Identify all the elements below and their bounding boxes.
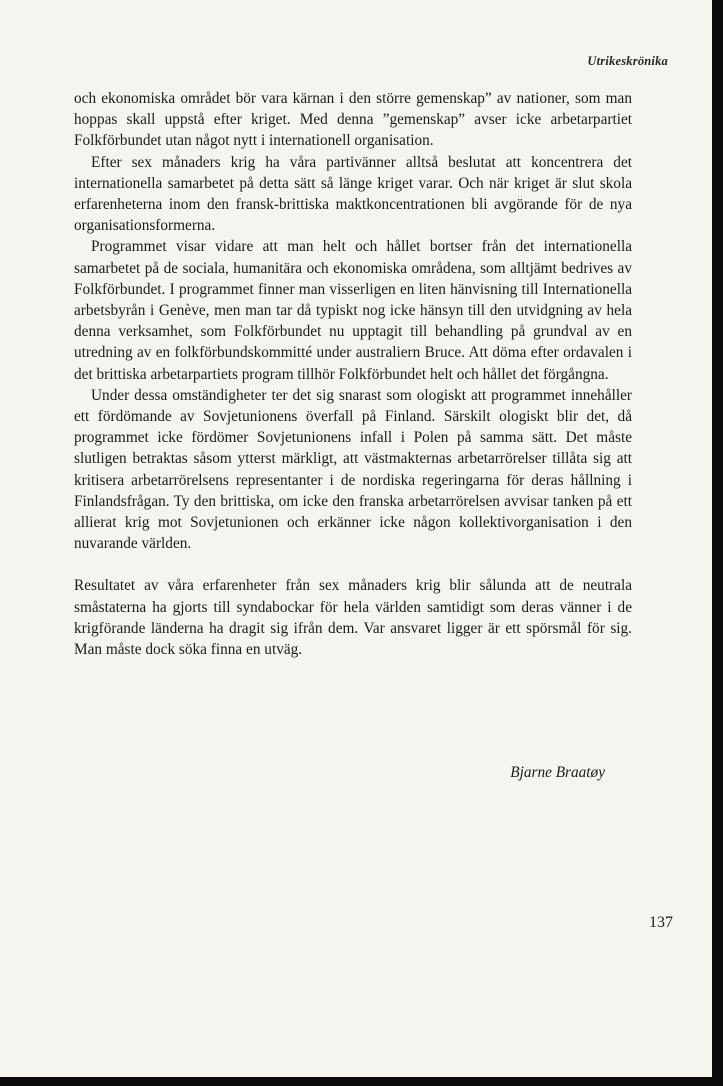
paragraph: Efter sex månaders krig ha våra partivänner alltså beslutat att koncentrera det internationella samarbetet på detta sätt så länge kriget varar. Och när kriget är slut skola erfarenheterna inom den fransk-brittiska maktkoncentrationen bli avgörande för de nya organisationsformerna. <box>74 153 632 235</box>
running-head: Utrikeskrönika <box>587 54 668 68</box>
paragraph: och ekonomiska området bör vara kärnan i den större gemenskap” av nationer, som man hoppas skall uppstå efter kriget. Med denna ”gemenskap” avser icke arbetarpartiet Folkförbundet utan något nytt i internationell organisation. <box>74 90 632 150</box>
scan-border-right <box>712 0 723 1086</box>
paragraph: Programmet visar vidare att man helt och hållet bortser från det internationella samarbetet på de sociala, humanitära och ekonomiska områdena, som alltjämt bedrives av Folkförbundet. I programmet finner man visserligen en liten hänvisning till Internationella arbetsbyrån i Genève, men man tar då typiskt nog icke hänsyn till den utvidgning av hela denna verksamhet, som Folkförbundet nu upptagit till behandling på grundval av en utredning av en folkförbundskommitté under australiern Bruce. Att döma efter ordavalen i det brittiska arbetarpartiets program tillhör Folkförbundet helt och hållet det förgångna. <box>74 238 632 383</box>
scan-border-bottom <box>0 1077 723 1086</box>
closing-paragraph: Resultatet av våra erfarenheter från sex månaders krig blir sålunda att de neutrala småstaterna ha gjorts till syndabockar för hela världen samtidigt som deras vänner i de krigförande länderna ha dragit sig ifrån dem. Var ansvaret ligger är ett spörsmål för sig. Man måste dock söka finna en utväg. <box>74 577 632 659</box>
body-text <box>74 88 632 660</box>
paragraph: Under dessa omständigheter ter det sig snarast som ologiskt att programmet innehåller ett fördömande av Sovjetunionens överfall på Finland. Särskilt ologiskt blir det, då programmet icke fördömer Sovjetunionens infall i Polen på samma sätt. Det måste slutligen betraktas såsom ytterst märkligt, att västmakternas arbetarrörelser tillåta sig att kritisera arbetarrörelsens representanter i de nordiska regeringarna för deras hållning i Finlandsfrågan. Ty den brittiska, om icke den franska arbetarrörelsen avvisar tanken på ett allierat krig mot Sovjetunionen och erkänner icke någon kollektivorganisation i den nuvarande världen. <box>74 386 632 553</box>
page-number: 137 <box>649 914 673 931</box>
author-signature: Bjarne Braatøy <box>510 764 605 781</box>
